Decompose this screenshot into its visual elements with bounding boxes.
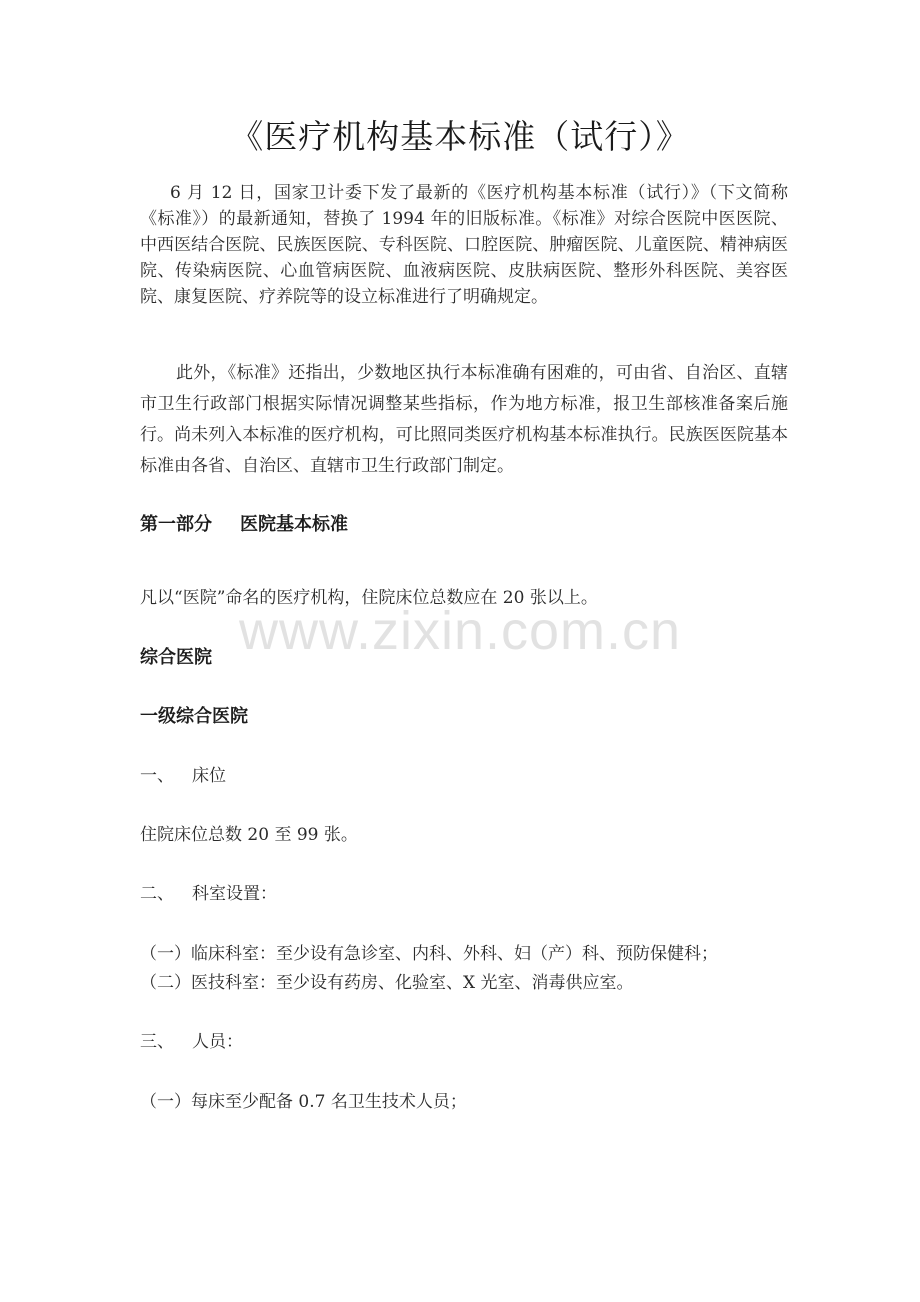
item-number: 二、	[140, 884, 174, 904]
item-title: 人员：	[192, 1032, 243, 1052]
item-title: 科室设置：	[192, 884, 277, 904]
intro-paragraph: 6 月 12 日，国家卫计委下发了最新的《医疗机构基本标准（试行）》（下文简称《标准》）的最新通知，替换了 1994 年的旧版标准。《标准》对综合医院中医医院、中西医结合医院、民族医医院、专科医院、口腔医院、肿瘤医院、儿童医院、精神病医院、传染病医院、心血管病医院、血液病医院、皮肤病医院、整形外科医院、美容医院、康复医院、疗养院等的设立标准进行了明确规定。	[140, 183, 788, 307]
section-level1-hospital: 一级综合医院	[140, 706, 248, 727]
item-number: 一、	[140, 766, 174, 786]
item-staff-ratio: （一）每床至少配备 0.7 名卫生技术人员；	[140, 1092, 467, 1112]
item-departments-clinical: （一）临床科室：至少设有急诊室、内科、外科、妇（产）科、预防保健科；	[140, 944, 718, 964]
item-beds-text: 住院床位总数 20 至 99 张。	[140, 825, 358, 845]
part-title: 医院基本标准	[240, 514, 348, 535]
item-beds-heading	[140, 763, 820, 789]
part-heading	[140, 512, 820, 538]
hospital-rule: 凡以“医院”命名的医疗机构，住院床位总数应在 20 张以上。	[140, 588, 598, 608]
item-staff-heading	[140, 1029, 820, 1055]
item-departments-heading	[140, 881, 820, 907]
section-general-hospital: 综合医院	[140, 647, 212, 668]
item-number: 三、	[140, 1032, 174, 1052]
document-title: 《医疗机构基本标准（试行）》	[230, 117, 690, 156]
item-departments-technical: （二）医技科室：至少设有药房、化验室、X 光室、消毒供应室。	[140, 973, 634, 993]
item-title: 床位	[192, 766, 226, 786]
part-number: 第一部分	[140, 514, 212, 535]
watermark: www.zixin.com.cn	[238, 601, 682, 661]
note-paragraph: 此外，《标准》还指出，少数地区执行本标准确有困难的，可由省、自治区、直辖市卫生行政部门根据实际情况调整某些指标，作为地方标准，报卫生部核准备案后施行。尚未列入本标准的医疗机构，可比照同类医疗机构基本标准执行。民族医医院基本标准由各省、自治区、直辖市卫生行政部门制定。	[140, 363, 788, 476]
